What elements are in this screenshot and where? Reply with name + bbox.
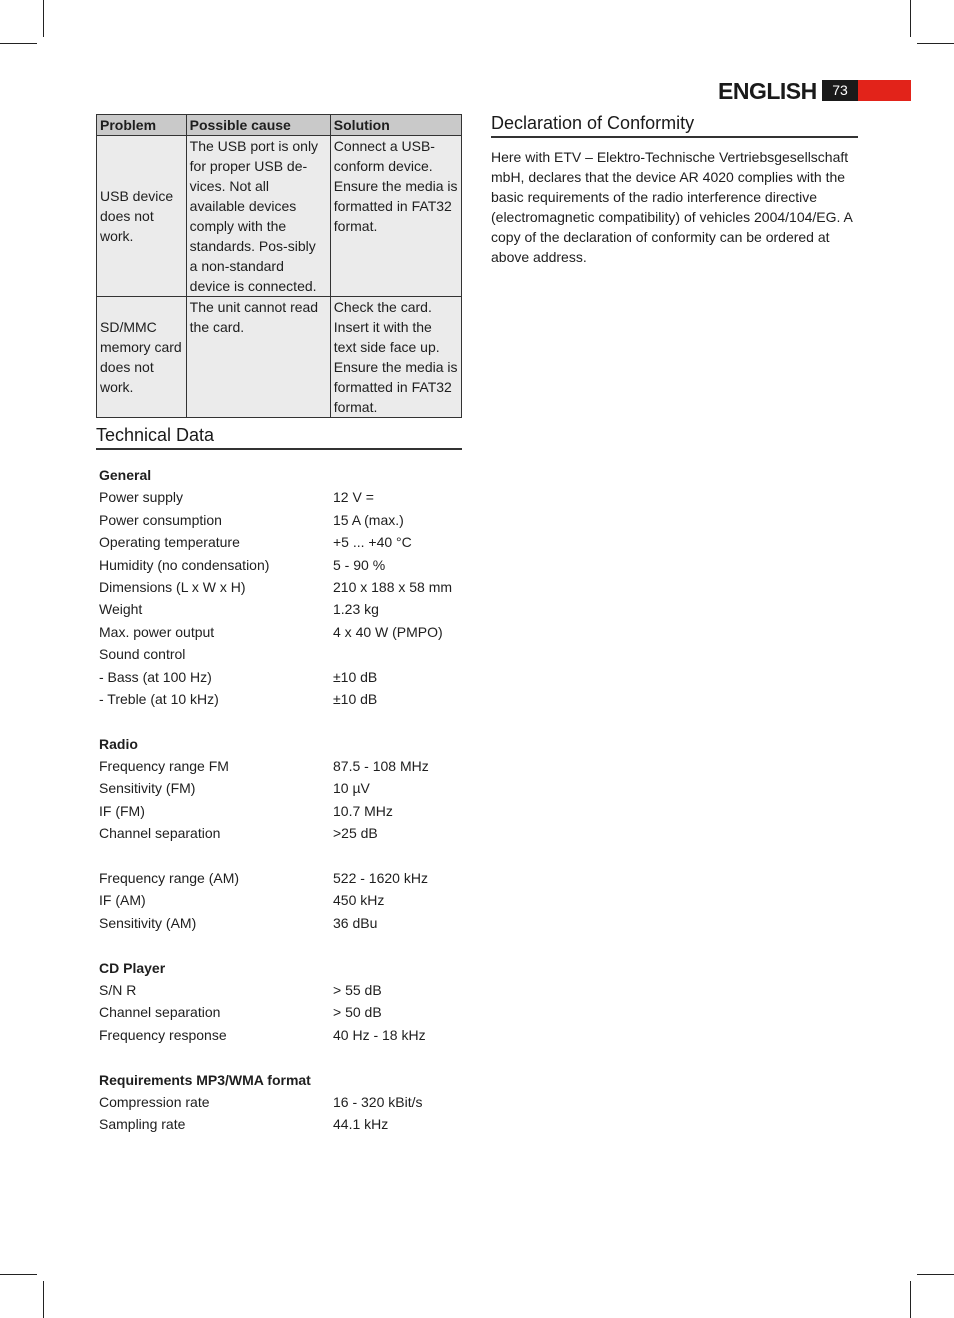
crop-mark xyxy=(910,0,911,37)
cause-cell: The unit cannot read the card. xyxy=(186,297,330,418)
spec-label: Compression rate xyxy=(99,1093,210,1110)
spec-label: IF (FM) xyxy=(99,802,145,819)
spec-label: IF (AM) xyxy=(99,892,146,909)
group-heading-cd-player xyxy=(99,957,462,979)
spec-value: 36 dBu xyxy=(333,914,378,931)
spec-label: Channel separation xyxy=(99,825,221,842)
spec-label: Power supply xyxy=(99,489,184,506)
spec-label: S/N R xyxy=(99,981,137,998)
troubleshooting-table xyxy=(96,114,462,418)
spec-row xyxy=(99,867,462,889)
spec-row xyxy=(99,643,462,665)
spec-row xyxy=(99,531,462,553)
spec-value: 15 A (max.) xyxy=(333,511,404,528)
spec-row xyxy=(99,554,462,576)
spacer xyxy=(99,710,462,732)
spec-row xyxy=(99,666,462,688)
group-heading: CD Player xyxy=(99,959,166,976)
spec-value: 210 x 188 x 58 mm xyxy=(333,578,453,595)
spec-row xyxy=(99,1024,462,1046)
spec-value: 12 V = xyxy=(333,489,374,506)
spec-value: 5 - 90 % xyxy=(333,556,386,573)
spec-row xyxy=(99,822,462,844)
spec-row xyxy=(99,889,462,911)
spec-label: - Bass (at 100 Hz) xyxy=(99,668,212,685)
spec-value: >25 dB xyxy=(333,825,378,842)
spec-label: Sensitivity (AM) xyxy=(99,914,197,931)
spec-label: Frequency range FM xyxy=(99,758,229,775)
group-heading: Requirements MP3/WMA format xyxy=(99,1071,311,1088)
spec-label: Sensitivity (FM) xyxy=(99,780,196,797)
spec-value: 1.23 kg xyxy=(333,601,379,618)
spec-value: 40 Hz - 18 kHz xyxy=(333,1026,426,1043)
spacer xyxy=(99,934,462,956)
spec-value: ±10 dB xyxy=(333,668,378,685)
spec-label: Humidity (no condensation) xyxy=(99,556,270,573)
spec-value: 16 - 320 kBit/s xyxy=(333,1093,423,1110)
group-heading: Radio xyxy=(99,735,138,752)
declaration-text: Here with ETV – Elektro-Technische Vertriebsgesellschaft mbH, declares that the device AR 4020 complies with the basic requirements of the radio interference directive (electromagnetic compatibility) of vehicles 2004/104/EG. A copy of the declaration of conformity can be ordered at above address. xyxy=(491,149,853,265)
spec-label: Channel separation xyxy=(99,1004,221,1021)
cause-cell: The USB port is only for proper USB de-vices. Not all available devices comply with the standards. Pos-sibly a non-standard device is connected. xyxy=(186,136,330,297)
header-cause: Possible cause xyxy=(186,115,330,136)
crop-mark xyxy=(910,1281,911,1318)
spec-row xyxy=(99,509,462,531)
spec-row xyxy=(99,800,462,822)
crop-mark xyxy=(917,43,954,44)
crop-mark xyxy=(43,1281,44,1318)
spec-row xyxy=(99,1113,462,1135)
crop-mark xyxy=(917,1274,954,1275)
group-heading-mp3 xyxy=(99,1069,462,1091)
spec-label: Max. power output xyxy=(99,623,215,640)
group-heading-radio xyxy=(99,733,462,755)
crop-mark xyxy=(43,0,44,37)
spacer xyxy=(99,1046,462,1068)
spec-label: Sound control xyxy=(99,646,186,663)
crop-mark xyxy=(0,43,37,44)
language-label: ENGLISH xyxy=(718,78,817,104)
spec-value: > 55 dB xyxy=(333,981,382,998)
technical-data-title: Technical Data xyxy=(96,425,462,450)
spec-label: Frequency response xyxy=(99,1026,227,1043)
group-heading: General xyxy=(99,467,152,483)
problem-cell: USB device does not work. xyxy=(97,136,187,297)
spec-row xyxy=(99,688,462,710)
spec-row xyxy=(99,1001,462,1023)
spec-label: Power consumption xyxy=(99,511,222,528)
problem-cell: SD/MMC memory card does not work. xyxy=(97,297,187,418)
spec-label: Dimensions (L x W x H) xyxy=(99,578,246,595)
spec-row xyxy=(99,755,462,777)
spacer xyxy=(99,845,462,867)
spec-label: Operating temperature xyxy=(99,534,240,551)
spec-value: 87.5 - 108 MHz xyxy=(333,758,429,775)
spec-label: - Treble (at 10 kHz) xyxy=(99,690,219,707)
page-number: 73 xyxy=(822,80,858,101)
table-row xyxy=(97,136,462,297)
spec-value: > 50 dB xyxy=(333,1004,382,1021)
spec-row xyxy=(99,486,462,508)
spec-label: Frequency range (AM) xyxy=(99,870,240,887)
header-accent-bar xyxy=(858,80,911,101)
spec-row xyxy=(99,621,462,643)
spec-value: +5 ... +40 °C xyxy=(333,534,412,551)
spec-row xyxy=(99,777,462,799)
spec-row xyxy=(99,1091,462,1113)
spec-value: ±10 dB xyxy=(333,690,378,707)
spec-value: 522 - 1620 kHz xyxy=(333,870,428,887)
spec-value: 4 x 40 W (PMPO) xyxy=(333,623,443,640)
spec-label: Weight xyxy=(99,601,143,618)
header-solution: Solution xyxy=(330,115,461,136)
spec-row xyxy=(99,598,462,620)
spec-value: 10 µV xyxy=(333,780,370,797)
technical-data-list xyxy=(99,464,462,1136)
declaration-title: Declaration of Conformity xyxy=(491,113,858,138)
spec-value: 10.7 MHz xyxy=(333,802,393,819)
spec-label: Sampling rate xyxy=(99,1116,186,1133)
header-problem: Problem xyxy=(97,115,187,136)
crop-mark xyxy=(0,1274,37,1275)
group-heading-general xyxy=(99,464,462,486)
table-header-row xyxy=(97,115,462,136)
spec-row xyxy=(99,912,462,934)
solution-cell: Check the card. Insert it with the text side face up. Ensure the media is formatted in FAT32 format. xyxy=(330,297,461,418)
spec-value: 450 kHz xyxy=(333,892,385,909)
solution-cell: Connect a USB-conform device. Ensure the media is formatted in FAT32 format. xyxy=(330,136,461,297)
spec-row xyxy=(99,979,462,1001)
spec-value: 44.1 kHz xyxy=(333,1116,389,1133)
spec-row xyxy=(99,576,462,598)
table-row xyxy=(97,297,462,418)
